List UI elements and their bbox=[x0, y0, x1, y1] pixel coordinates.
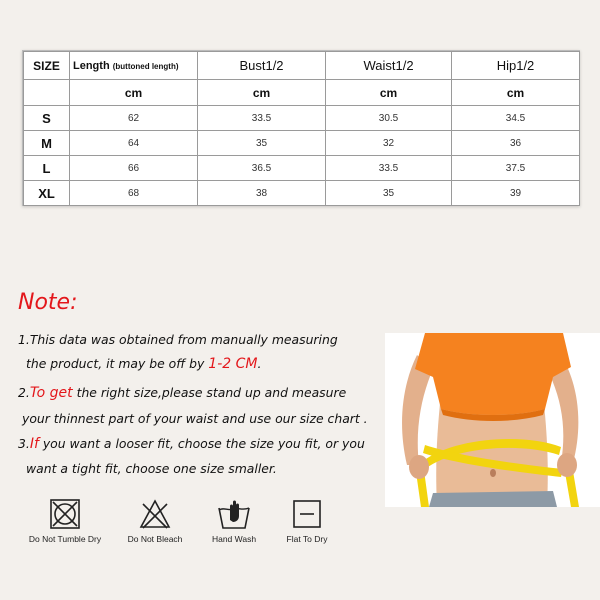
note-line-3-num: 2. bbox=[18, 385, 30, 400]
note-highlight-tolerance: 1-2 CM bbox=[208, 356, 258, 372]
do-not-bleach-icon bbox=[138, 498, 172, 530]
row-size: XL bbox=[24, 181, 70, 206]
table-header-row bbox=[24, 52, 580, 80]
note-line-3-text: the right size,please stand up and measure bbox=[72, 385, 347, 400]
row-waist: 32 bbox=[326, 131, 452, 156]
note-title: Note: bbox=[18, 290, 78, 315]
row-bust: 38 bbox=[198, 181, 326, 206]
row-bust: 33.5 bbox=[198, 106, 326, 131]
row-hip: 39 bbox=[452, 181, 580, 206]
model-measuring-waist-photo bbox=[385, 333, 600, 507]
care-label: Flat To Dry bbox=[286, 534, 328, 544]
header-length bbox=[70, 52, 198, 80]
note-line-3 bbox=[18, 385, 346, 401]
row-waist: 35 bbox=[326, 181, 452, 206]
table-row bbox=[24, 106, 580, 131]
row-size: S bbox=[24, 106, 70, 131]
row-length: 62 bbox=[70, 106, 198, 131]
row-length: 64 bbox=[70, 131, 198, 156]
care-label: Do Not Tumble Dry bbox=[28, 534, 102, 544]
unit-hip: cm bbox=[452, 80, 580, 106]
model-illustration bbox=[385, 333, 600, 507]
row-length: 66 bbox=[70, 156, 198, 181]
row-bust: 35 bbox=[198, 131, 326, 156]
care-label: Hand Wash bbox=[211, 534, 257, 544]
unit-waist: cm bbox=[326, 80, 452, 106]
table-row bbox=[24, 181, 580, 206]
size-chart bbox=[22, 50, 580, 206]
note-line-2-end: . bbox=[257, 356, 262, 371]
note-line-1: 1.This data was obtained from manually measuring bbox=[18, 332, 338, 347]
unit-length: cm bbox=[70, 80, 198, 106]
note-highlight-to-get: To get bbox=[29, 385, 73, 401]
row-hip: 37.5 bbox=[452, 156, 580, 181]
note-line-4: your thinnest part of your waist and use our size chart . bbox=[22, 411, 368, 426]
note-highlight-if: If bbox=[29, 436, 39, 452]
do-not-tumble-dry-icon bbox=[49, 498, 81, 530]
note-line-5-text: you want a looser fit, choose the size you fit, or you bbox=[38, 436, 365, 451]
note-line-2-text: the product, it may be off by bbox=[26, 356, 209, 371]
row-length: 68 bbox=[70, 181, 198, 206]
care-item-bleach bbox=[110, 498, 200, 544]
header-waist: Waist1/2 bbox=[326, 52, 452, 80]
row-waist: 30.5 bbox=[326, 106, 452, 131]
header-size: SIZE bbox=[24, 52, 70, 80]
header-length-note: (buttoned length) bbox=[112, 61, 179, 71]
unit-cell-blank bbox=[24, 80, 70, 106]
row-size: M bbox=[24, 131, 70, 156]
table-row bbox=[24, 156, 580, 181]
row-bust: 36.5 bbox=[198, 156, 326, 181]
note-line-5-num: 3. bbox=[18, 436, 30, 451]
hand-wash-icon bbox=[216, 498, 252, 530]
unit-row bbox=[24, 80, 580, 106]
unit-bust: cm bbox=[198, 80, 326, 106]
note-line-5 bbox=[18, 436, 365, 452]
note-line-6: want a tight fit, choose one size smaller. bbox=[26, 461, 277, 476]
row-waist: 33.5 bbox=[326, 156, 452, 181]
row-hip: 36 bbox=[452, 131, 580, 156]
care-item-tumble bbox=[20, 498, 110, 544]
size-table bbox=[23, 51, 580, 206]
header-hip: Hip1/2 bbox=[452, 52, 580, 80]
header-bust: Bust1/2 bbox=[198, 52, 326, 80]
table-row bbox=[24, 131, 580, 156]
row-size: L bbox=[24, 156, 70, 181]
row-hip: 34.5 bbox=[452, 106, 580, 131]
note-line-2 bbox=[26, 356, 261, 372]
care-item-flat-dry bbox=[262, 498, 352, 544]
flat-to-dry-icon bbox=[291, 498, 323, 530]
header-length-label: Length bbox=[73, 59, 110, 72]
care-label: Do Not Bleach bbox=[127, 534, 183, 544]
